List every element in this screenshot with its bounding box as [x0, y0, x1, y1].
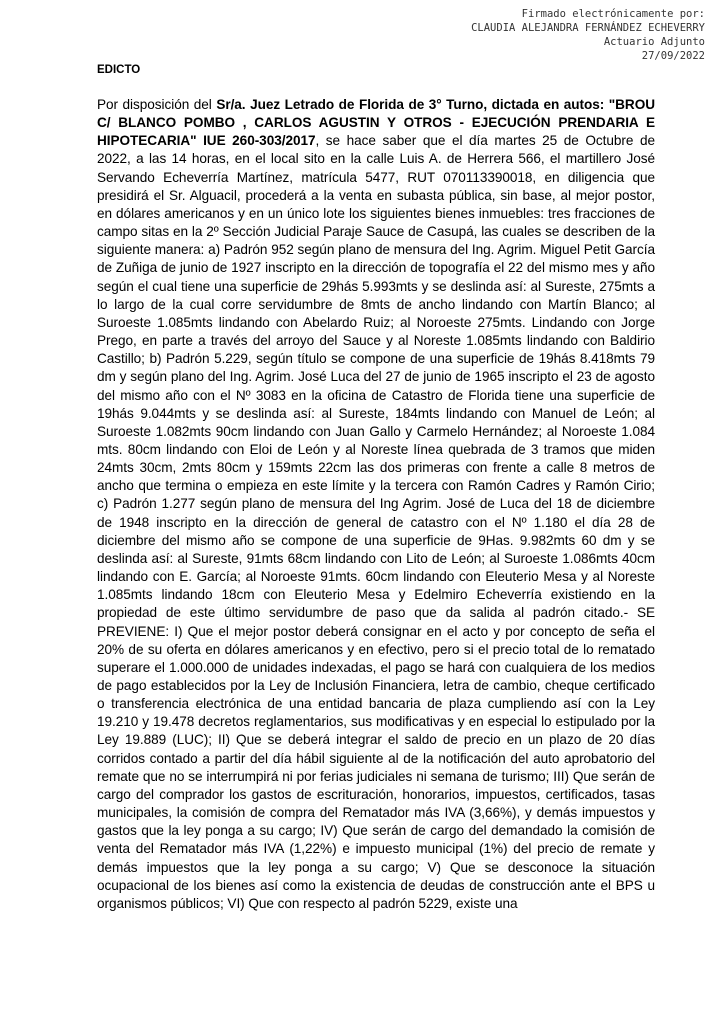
electronic-signature-block: [405, 7, 705, 63]
signer-role: Actuario Adjunto: [603, 36, 705, 48]
edict-body: [97, 96, 655, 913]
signer-name: CLAUDIA ALEJANDRA FERNÁNDEZ ECHEVERRY: [471, 22, 705, 34]
document-heading: EDICTO: [97, 64, 141, 76]
body-bold-case: Sr/a. Juez Letrado de Florida de 3° Turno, dictada en autos: "BROU C/ BLANCO POMBO , CARLOS AGUSTIN Y OTROS - EJECUCIÓN PRENDARIA E HIPOTECARIA" IUE 260-303/2017: [97, 97, 655, 149]
body-main-text: , se hace saber que el día martes 25 de Octubre de 2022, a las 14 horas, en el local sito en la calle Luis A. de Herrera 566, el martillero José Servando Echeverría Martínez, matrícula 5477, RUT 070113390018, en diligencia que presidirá el Sr. Alguacil, procederá a la venta en subasta pública, sin base, al mejor postor, en dólares americanos y en un único lote los siguientes bienes inmuebles: tres fracciones de campo sitas en la 2º Sección Judicial Paraje Sauce de Casupá, las cuales se describen de la siguiente manera: a) Padrón 952 según plano de mensura del Ing. Agrim. Miguel Petit García de Zuñiga de junio de 1927 inscripto en la dirección de topografía el 22 del mismo mes y año según el cual tiene una superficie de 29hás 5.993mts y se deslinda así: al Sureste, 275mts a lo largo de la cual corre servidumbre de 8mts de ancho lindando con Martín Blanco; al Suroeste 1.085mts lindando con Abelardo Ruiz; al Noroeste 275mts. Lindando con Jorge Prego, en parte a través del arroyo del Sauce y al Noreste 1.085mts lindando con Baldirio Castillo; b) Padrón 5.229, según título se compone de una superficie de 19hás 8.418mts 79 dm y según plano del Ing. Agrim. José Luca del 27 de junio de 1965 inscripto el 23 de agosto del mismo año con el Nº 3083 en la oficina de Catastro de Florida tiene una superficie de 19hás 9.044mts y se deslinda así: al Sureste, 184mts lindando con Manuel de León; al Suroeste 1.082mts 90cm lindando con Juan Gallo y Carmelo Hernández; al Noroeste 1.084 mts. 80cm lindando con Eloi de León y al Noreste línea quebrada de 3 tramos que miden 24mts 30cm, 2mts 80cm y 159mts 22cm las dos primeras con frente a calle 8 metros de ancho que termina o empieza en este límite y la tercera con Ramón Cadres y Ramón Cirio; c) Padrón 1.277 según plano de mensura del Ing Agrim. José de Luca del 18 de diciembre de 1948 inscripto en la dirección de general de catastro con el Nº 1.180 el día 28 de diciembre del mismo año se compone de una superficie de 9Has. 9.982mts 60 dm y se deslinda así: al Sureste, 91mts 68cm lindando con Lito de León; al Suroeste 1.086mts 40cm lindando con E. García; al Noroeste 91mts. 60cm lindando con Eleuterio Mesa y al Noreste 1.085mts lindando 18cm con Eleuterio Mesa y Edelmiro Echeverría existiendo en la propiedad de este último servidumbre de paso que da salida al padrón citado.- SE PREVIENE: I) Que el mejor postor deberá consignar en el acto y por concepto de seña el 20% de su oferta en dólares americanos y en efectivo, pero si el precio total de lo rematado superare el 1.000.000 de unidades indexadas, el pago se hará con cualquiera de los medios de pago establecidos por la Ley de Inclusión Financiera, letra de cambio, cheque certificado o transferencia electrónica de una entidad bancaria de plaza cumpliendo así con la Ley 19.210 y 19.478 decretos reglamentarios, sus modificativas y en especial lo estipulado por la Ley 19.889 (LUC); II) Que se deberá integrar el saldo de precio en un plazo de 20 días corridos contado a partir del día hábil siguiente al de la notificación del auto aprobatorio del remate que no se interrumpirá ni por ferias judiciales ni semana de turismo; III) Que serán de cargo del comprador los gastos de escrituración, honorarios, impuestos, certificados, tasas municipales, la comisión de compra del Rematador más IVA (3,66%), y demás impuestos y gastos que la ley ponga a su cargo; IV) Que serán de cargo del demandado la comisión de venta del Rematador más IVA (1,22%) e impuesto municipal (1%) del precio de remate y demás impuestos que la ley ponga a su cargo; V) Que se desconoce la situación ocupacional de los bienes así como la existencia de deudas de construcción ante el BPS u organismos públicos; VI) Que con respecto al padrón 5229, existe una: [97, 133, 655, 911]
signature-label: Firmado electrónicamente por:: [521, 8, 705, 20]
signature-date: 27/09/2022: [641, 50, 705, 62]
body-intro: Por disposición del: [97, 97, 217, 112]
